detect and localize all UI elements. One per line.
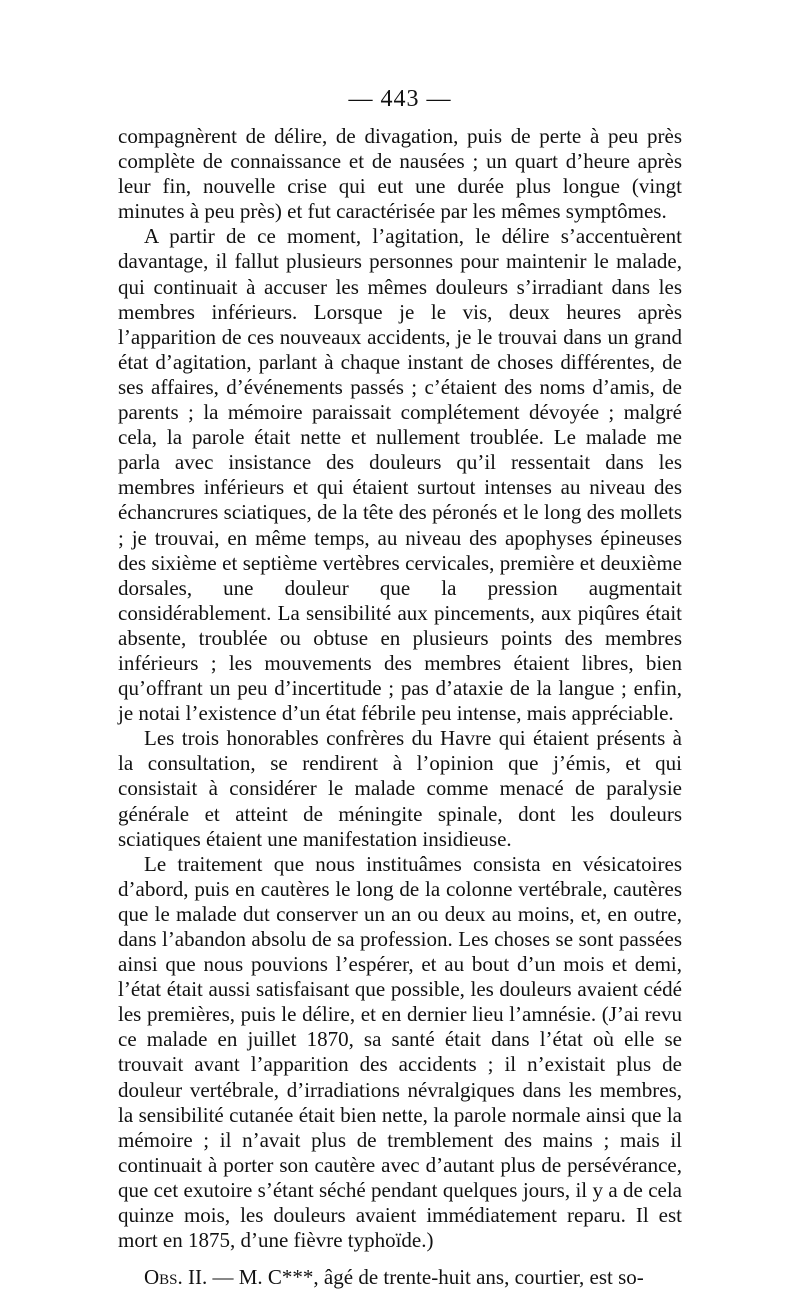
paragraph-3: Les trois honorables confrères du Havre qui étaient présents à la consultation, se rendirent à l’opinion que j’émis, et qui consistait à considérer le malade comme menacé de paralysie générale et atteint de méningite spinale, dont les douleurs sciatiques étaient une manifestation insidieuse. [118,726,682,851]
observation-label: Obs. II. [144,1265,208,1290]
paragraph-4: Le traitement que nous instituâmes consista en vésicatoires d’abord, puis en cautères le long de la colonne vertébrale, cautères que le malade dut conserver un an ou deux au moins, et, en outre, dans l’abandon absolu de sa profession. Les choses se sont passées ainsi que nous pouvions l’espérer, et au bout d’un mois et demi, l’état était aussi satisfaisant que possible, les douleurs avaient cédé les premières, puis le délire, et en dernier lieu l’amnésie. (J’ai revu ce malade en juillet 1870, sa santé était dans l’état où elle se trouvait avant l’apparition des accidents ; il n’existait plus de douleur vertébrale, d’irradiations névralgiques dans les membres, la sensibilité cutanée était bien nette, la parole normale ainsi que la mémoire ; il n’avait plus de tremblement des mains ; mais il continuait à porter son cautère avec d’autant plus de persévérance, que cet exutoire s’étant séché pendant quelques jours, il y a de cela quinze mois, les douleurs avaient immédiatement reparu. Il est mort en 1875, d’une fièvre typhoïde.) [118,851,682,1253]
paragraph-2: A partir de ce moment, l’agitation, le délire s’accentuèrent davantage, il fallut plusieurs personnes pour maintenir le malade, qui continuait à accuser les mêmes douleurs s’irradiant dans les membres inférieurs. Lorsque je le vis, deux heures après l’apparition de ces nouveaux accidents, je le trouvai dans un grand état d’agitation, parlant à chaque instant de choses différentes, de ses affaires, d’événements passés ; c’étaient des noms d’amis, de parents ; la mémoire paraissait complétement dévoyée ; malgré cela, la parole était nette et nullement troublée. Le malade me parla avec insistance des douleurs qu’il ressentait dans les membres inférieurs et qui étaient surtout intenses au niveau des échancrures sciatiques, de la tête des péronés et le long des mollets ; je trouvai, en même temps, au niveau des apophyses épineuses des sixième et septième vertèbres cervicales, première et deuxième dorsales, une douleur que la pression augmentait considérablement. La sensibilité aux pincements, aux piqûres était absente, troublée ou obtuse en plusieurs points des membres inférieurs ; les mouvements des membres étaient libres, bien qu’offrant un peu d’incertitude ; pas d’ataxie de la langue ; enfin, je notai l’existence d’un état fébrile peu intense, mais appréciable. [118,224,682,726]
paragraph-1: compagnèrent de délire, de divagation, puis de perte à peu près complète de connaissance et de nausées ; un quart d’heure après leur fin, nouvelle crise qui eut une durée plus longue (vingt minutes à peu près) et fut caractérisée par les mêmes symptômes. [118,124,682,224]
page-number: — 443 — [348,86,452,112]
observation-text: — M. C***, âgé de trente-huit ans, courtier, est so- [207,1265,644,1290]
observation-paragraph [118,1265,682,1290]
body-text [118,124,682,1290]
